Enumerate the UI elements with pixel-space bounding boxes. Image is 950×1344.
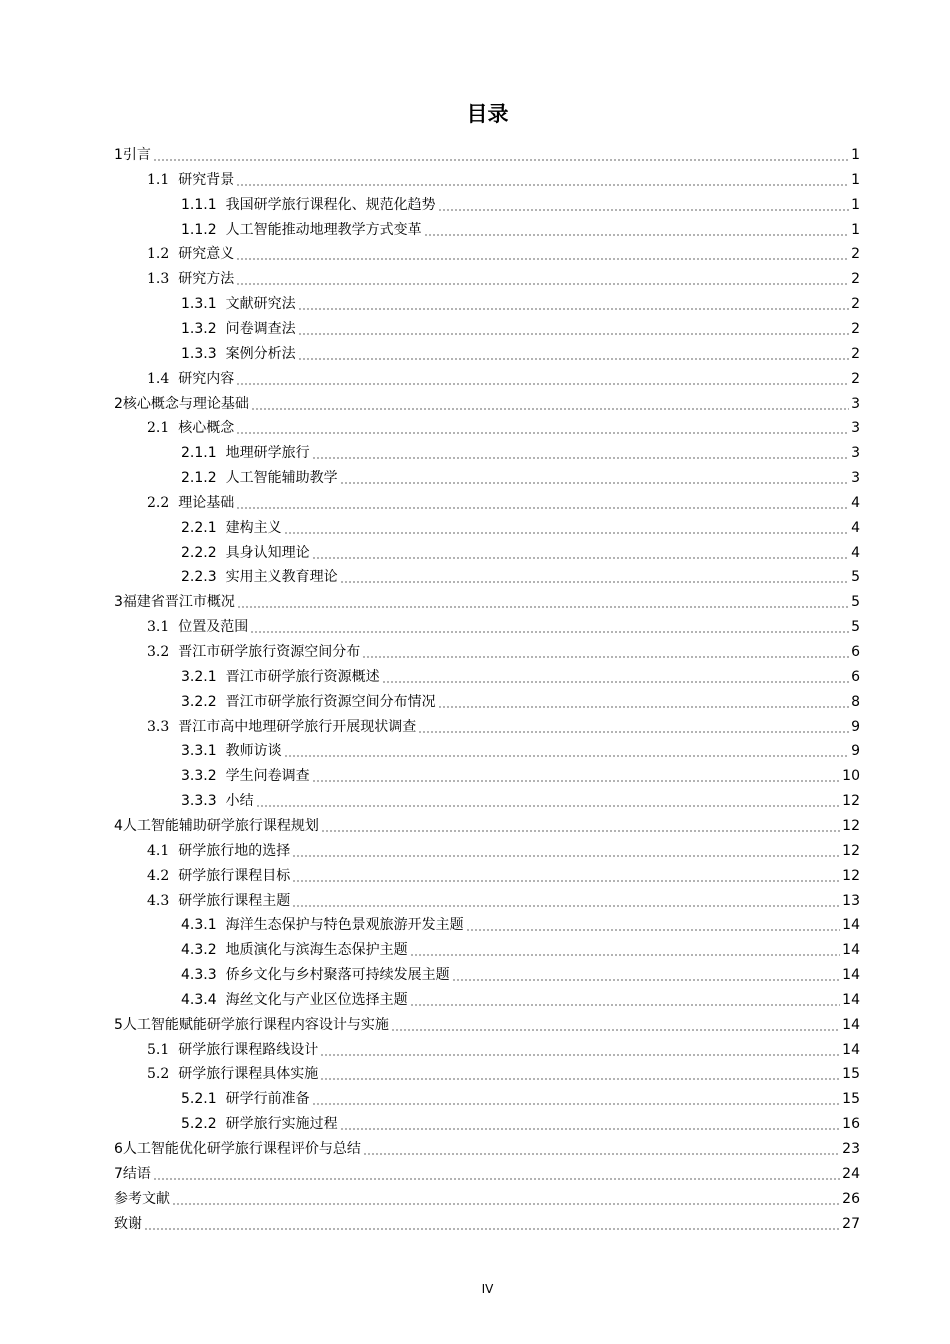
toc-entry-label: 晋江市高中地理研学旅行开展现状调查 xyxy=(178,718,417,735)
toc-entry-number: 4.3.3 xyxy=(181,967,217,984)
toc-entry-label: 实用主义教育理论 xyxy=(225,569,338,586)
toc-entry-number: 2.1.2 xyxy=(181,470,217,487)
toc-entry-label: 文献研究法 xyxy=(225,296,296,313)
toc-entry[interactable] xyxy=(181,514,860,538)
toc-entry-label: 人工智能辅助研学旅行课程规划 xyxy=(122,817,319,834)
toc-entry-page: 14 xyxy=(842,917,860,934)
toc-leader-dots xyxy=(256,805,841,807)
toc-entry-label: 我国研学旅行课程化、规范化趋势 xyxy=(225,196,436,213)
toc-leader-dots xyxy=(312,457,849,459)
toc-leader-dots xyxy=(236,258,849,260)
toc-entry-label: 结语 xyxy=(122,1165,151,1182)
toc-entry-number: 3.2.2 xyxy=(181,693,217,710)
toc-leader-dots xyxy=(236,507,849,509)
toc-entry-label: 人工智能推动地理教学方式变革 xyxy=(225,221,422,238)
toc-entry-page: 1 xyxy=(851,221,860,238)
toc-entry-page: 23 xyxy=(842,1141,860,1157)
toc-entry[interactable] xyxy=(181,986,860,1010)
toc-entry-label: 理论基础 xyxy=(178,494,235,511)
toc-leader-dots xyxy=(284,755,849,757)
toc-leader-dots xyxy=(298,358,849,360)
toc-leader-dots xyxy=(250,631,849,633)
toc-entry-label: 地质演化与滨海生态保护主题 xyxy=(225,942,408,959)
toc-entry-label: 晋江市研学旅行资源概述 xyxy=(225,668,380,685)
toc-entry-number: 6 xyxy=(114,1141,123,1157)
toc-entry-page: 14 xyxy=(842,991,860,1008)
toc-entry[interactable] xyxy=(147,166,860,190)
toc-entry[interactable] xyxy=(181,911,860,935)
toc-entry-page: 3 xyxy=(851,420,860,437)
toc-entry-label: 建构主义 xyxy=(225,519,282,536)
toc-entry[interactable] xyxy=(114,1011,860,1035)
toc-leader-dots xyxy=(391,1029,840,1031)
toc-entry-page: 12 xyxy=(842,817,860,834)
toc-entry[interactable] xyxy=(114,1185,860,1209)
toc-entry-label: 研究意义 xyxy=(178,246,235,263)
toc-entry-page: 12 xyxy=(842,867,860,884)
toc-leader-dots xyxy=(292,855,840,857)
toc-leader-dots xyxy=(424,234,849,236)
toc-entry-number: 1.3.2 xyxy=(181,320,217,337)
toc-entry-page: 24 xyxy=(842,1165,860,1182)
toc-entry-number: 1.1 xyxy=(147,171,170,188)
toc-entry-page: 5 xyxy=(851,569,860,586)
toc-entry-label: 研学旅行课程主题 xyxy=(178,892,291,909)
toc-leader-dots xyxy=(321,830,840,832)
toc-leader-dots xyxy=(340,1128,841,1130)
toc-entry-page: 10 xyxy=(842,768,860,785)
toc-entry-page: 9 xyxy=(851,718,860,735)
toc-entry-page: 4 xyxy=(851,544,860,561)
toc-entry[interactable] xyxy=(181,290,860,314)
toc-entry-page: 2 xyxy=(851,271,860,288)
toc-entry[interactable] xyxy=(114,1210,860,1234)
toc-entry[interactable] xyxy=(147,638,860,662)
toc-entry-page: 12 xyxy=(842,793,860,810)
toc-entry-number: 1.3.1 xyxy=(181,296,217,313)
toc-leader-dots xyxy=(452,979,841,981)
toc-leader-dots xyxy=(172,1203,840,1205)
toc-leader-dots xyxy=(340,482,849,484)
toc-entry-number: 7 xyxy=(114,1165,123,1182)
toc-leader-dots xyxy=(236,383,849,385)
toc-entry[interactable] xyxy=(147,489,860,513)
toc-entry-page: 3 xyxy=(851,395,860,412)
toc-leader-dots xyxy=(292,905,840,907)
toc-entry-page: 1 xyxy=(851,196,860,213)
toc-entry[interactable] xyxy=(147,240,860,264)
toc-entry-page: 13 xyxy=(842,892,860,909)
toc-leader-dots xyxy=(237,606,849,608)
toc-entry[interactable] xyxy=(181,1110,860,1134)
toc-entry-number: 4.3.4 xyxy=(181,991,217,1008)
toc-entry-label: 研究内容 xyxy=(178,370,235,387)
toc-entry-label: 案例分析法 xyxy=(225,345,296,362)
toc-entry-number: 3 xyxy=(114,594,123,611)
toc-entry-number: 2 xyxy=(114,395,123,412)
toc-leader-dots xyxy=(284,532,849,534)
toc-entry[interactable] xyxy=(181,663,860,687)
toc-entry-number: 2.2 xyxy=(147,494,170,511)
toc-entry[interactable] xyxy=(114,141,860,165)
toc-entry-number: 1.4 xyxy=(147,370,170,387)
toc-entry-label: 研学旅行课程具体实施 xyxy=(178,1066,319,1083)
toc-entry[interactable] xyxy=(181,1085,860,1109)
toc-entry[interactable] xyxy=(181,191,860,215)
toc-entry-label: 具身认知理论 xyxy=(225,544,310,561)
toc-entry-label: 参考文献 xyxy=(114,1190,170,1207)
toc-leader-dots xyxy=(438,706,849,708)
toc-leader-dots xyxy=(410,1004,841,1006)
toc-leader-dots xyxy=(438,209,849,211)
toc-entry-label: 研学旅行课程路线设计 xyxy=(178,1041,319,1058)
toc-entry-label: 研究方法 xyxy=(178,271,235,288)
toc-entry-page: 2 xyxy=(851,345,860,362)
toc-leader-dots xyxy=(466,929,841,931)
toc-entry-page: 14 xyxy=(842,1016,860,1033)
toc-entry-page: 5 xyxy=(851,594,860,611)
toc-entry-label: 教师访谈 xyxy=(225,743,282,760)
toc-entry-label: 核心概念与理论基础 xyxy=(122,395,249,412)
toc-entry[interactable] xyxy=(147,365,860,389)
toc-entry-label: 研学行前准备 xyxy=(225,1091,310,1108)
toc-entry-number: 2.2.3 xyxy=(181,569,217,586)
toc-entry[interactable] xyxy=(147,613,860,637)
toc-leader-dots xyxy=(251,408,849,410)
toc-leader-dots xyxy=(362,656,849,658)
toc-entry[interactable] xyxy=(181,737,860,761)
toc-entry-page: 15 xyxy=(842,1066,860,1083)
toc-entry[interactable] xyxy=(147,837,860,861)
toc-entry-page: 5 xyxy=(851,619,860,636)
toc-entry-number: 4.1 xyxy=(147,842,170,859)
toc-entry-page: 15 xyxy=(842,1091,860,1108)
toc-entry-page: 14 xyxy=(842,942,860,959)
toc-entry[interactable] xyxy=(181,961,860,985)
toc-entry[interactable] xyxy=(114,390,860,414)
toc-entry-page: 3 xyxy=(851,445,860,462)
toc-leader-dots xyxy=(320,1054,840,1056)
toc-entry-page: 1 xyxy=(851,171,860,188)
toc-entry-label: 福建省晋江市概况 xyxy=(122,594,235,611)
toc-entry-label: 研究背景 xyxy=(178,171,235,188)
toc-entry[interactable] xyxy=(181,563,860,587)
toc-entry-page: 2 xyxy=(851,296,860,313)
toc-entry[interactable] xyxy=(181,340,860,364)
toc-leader-dots xyxy=(236,184,849,186)
toc-entry-number: 1.2 xyxy=(147,246,170,263)
toc-entry-label: 位置及范围 xyxy=(178,619,249,636)
toc-entry-number: 5 xyxy=(114,1016,123,1033)
toc-entry-page: 2 xyxy=(851,370,860,387)
toc-leader-dots xyxy=(312,780,841,782)
toc-entry[interactable] xyxy=(147,265,860,289)
toc-entry-page: 26 xyxy=(842,1190,860,1207)
toc-entry-number: 1.3.3 xyxy=(181,345,217,362)
toc-entry-page: 6 xyxy=(851,668,860,685)
toc-entry-label: 核心概念 xyxy=(178,420,235,437)
toc-entry[interactable] xyxy=(181,539,860,563)
toc-leader-dots xyxy=(340,581,849,583)
toc-entry-page: 14 xyxy=(842,1041,860,1058)
toc-leader-dots xyxy=(320,1078,840,1080)
toc-entry[interactable] xyxy=(181,787,860,811)
toc-leader-dots xyxy=(298,333,849,335)
toc-entry-number: 4.3.2 xyxy=(181,942,217,959)
toc-entry[interactable] xyxy=(147,862,860,886)
toc-leader-dots xyxy=(418,731,849,733)
toc-entry-page: 1 xyxy=(851,147,860,163)
toc-entry-label: 晋江市研学旅行资源空间分布情况 xyxy=(225,693,436,710)
toc-entry[interactable] xyxy=(147,414,860,438)
toc-entry[interactable] xyxy=(181,762,860,786)
toc-entry-label: 人工智能辅助教学 xyxy=(225,470,338,487)
toc-leader-dots xyxy=(236,432,849,434)
toc-entry-page: 2 xyxy=(851,320,860,337)
toc-entry-number: 5.2 xyxy=(147,1066,170,1083)
toc-entry-number: 2.1.1 xyxy=(181,445,217,462)
toc-entry-number: 4.2 xyxy=(147,867,170,884)
toc-entry[interactable] xyxy=(114,588,860,612)
toc-entry[interactable] xyxy=(147,1036,860,1060)
toc-entry-label: 问卷调查法 xyxy=(225,320,296,337)
toc-entry-page: 27 xyxy=(842,1215,860,1232)
toc-entry-label: 研学旅行实施过程 xyxy=(225,1116,338,1133)
toc-entry-number: 2.1 xyxy=(147,420,170,437)
toc-entry-number: 1 xyxy=(114,147,123,163)
toc-title: 目录 xyxy=(466,102,509,126)
toc-entry-number: 3.3 xyxy=(147,718,170,735)
toc-entry-label: 致谢 xyxy=(114,1215,142,1232)
toc-entry-label: 研学旅行地的选择 xyxy=(178,842,291,859)
toc-entry-page: 14 xyxy=(842,967,860,984)
toc-entry[interactable] xyxy=(147,1060,860,1084)
toc-entry-page: 16 xyxy=(842,1116,860,1133)
page-number: IV xyxy=(481,1282,494,1296)
toc-entry-label: 人工智能优化研学旅行课程评价与总结 xyxy=(122,1141,361,1157)
toc-entry-number: 3.2 xyxy=(147,644,170,660)
toc-entry-page: 4 xyxy=(851,519,860,536)
toc-entry-number: 1.1.2 xyxy=(181,221,217,238)
toc-leader-dots xyxy=(144,1228,840,1230)
toc-entry-page: 6 xyxy=(851,644,860,660)
toc-entry-number: 1.1.1 xyxy=(181,196,217,213)
toc-leader-dots xyxy=(382,681,849,683)
toc-leader-dots xyxy=(312,1103,841,1105)
toc-entry-label: 学生问卷调查 xyxy=(225,768,310,785)
toc-leader-dots xyxy=(153,159,849,161)
toc-entry-label: 小结 xyxy=(225,793,254,810)
toc-entry-number: 3.3.3 xyxy=(181,793,217,810)
toc-entry-label: 人工智能赋能研学旅行课程内容设计与实施 xyxy=(122,1016,389,1033)
toc-entry-page: 9 xyxy=(851,743,860,760)
toc-entry[interactable] xyxy=(114,812,860,836)
toc-entry-number: 1.3 xyxy=(147,271,170,288)
toc-leader-dots xyxy=(410,954,841,956)
toc-entry-number: 5.2.1 xyxy=(181,1091,217,1108)
toc-entry[interactable] xyxy=(181,315,860,339)
toc-entry-page: 4 xyxy=(851,494,860,511)
toc-entry-number: 2.2.2 xyxy=(181,544,217,561)
toc-entry-number: 2.2.1 xyxy=(181,519,217,536)
toc-entry-number: 4.3.1 xyxy=(181,917,217,934)
toc-entry[interactable] xyxy=(114,1135,860,1159)
toc-entry-label: 晋江市研学旅行资源空间分布 xyxy=(178,644,361,660)
toc-entry[interactable] xyxy=(181,688,860,712)
toc-leader-dots xyxy=(292,880,840,882)
toc-entry[interactable] xyxy=(181,216,860,240)
toc-entry-label: 海丝文化与产业区位选择主题 xyxy=(225,991,408,1008)
toc-leader-dots xyxy=(153,1178,840,1180)
toc-entry-number: 3.3.1 xyxy=(181,743,217,760)
toc-entry[interactable] xyxy=(181,464,860,488)
toc-entry-number: 4 xyxy=(114,817,123,834)
toc-entry[interactable] xyxy=(147,887,860,911)
toc-entry-label: 研学旅行课程目标 xyxy=(178,867,291,884)
toc-entry-label: 海洋生态保护与特色景观旅游开发主题 xyxy=(225,917,464,934)
toc-entry-label: 引言 xyxy=(122,147,151,163)
toc-entry[interactable] xyxy=(147,713,860,737)
toc-entry-number: 5.1 xyxy=(147,1041,170,1058)
toc-leader-dots xyxy=(298,308,849,310)
toc-entry-number: 3.2.1 xyxy=(181,668,217,685)
toc-entry-number: 5.2.2 xyxy=(181,1116,217,1133)
toc-entry-number: 3.3.2 xyxy=(181,768,217,785)
toc-entry-page: 2 xyxy=(851,246,860,263)
toc-entry-page: 3 xyxy=(851,470,860,487)
toc-leader-dots xyxy=(312,557,849,559)
toc-entry-label: 地理研学旅行 xyxy=(225,445,310,462)
toc-entry-number: 4.3 xyxy=(147,892,170,909)
toc-entry-page: 12 xyxy=(842,842,860,859)
toc-entry-number: 3.1 xyxy=(147,619,170,636)
toc-entry[interactable] xyxy=(181,936,860,960)
toc-entry-label: 侨乡文化与乡村聚落可持续发展主题 xyxy=(225,967,450,984)
toc-entry-page: 8 xyxy=(851,693,860,710)
toc-leader-dots xyxy=(363,1153,840,1155)
toc-entry[interactable] xyxy=(114,1160,860,1184)
toc-entry[interactable] xyxy=(181,439,860,463)
toc-leader-dots xyxy=(236,283,849,285)
